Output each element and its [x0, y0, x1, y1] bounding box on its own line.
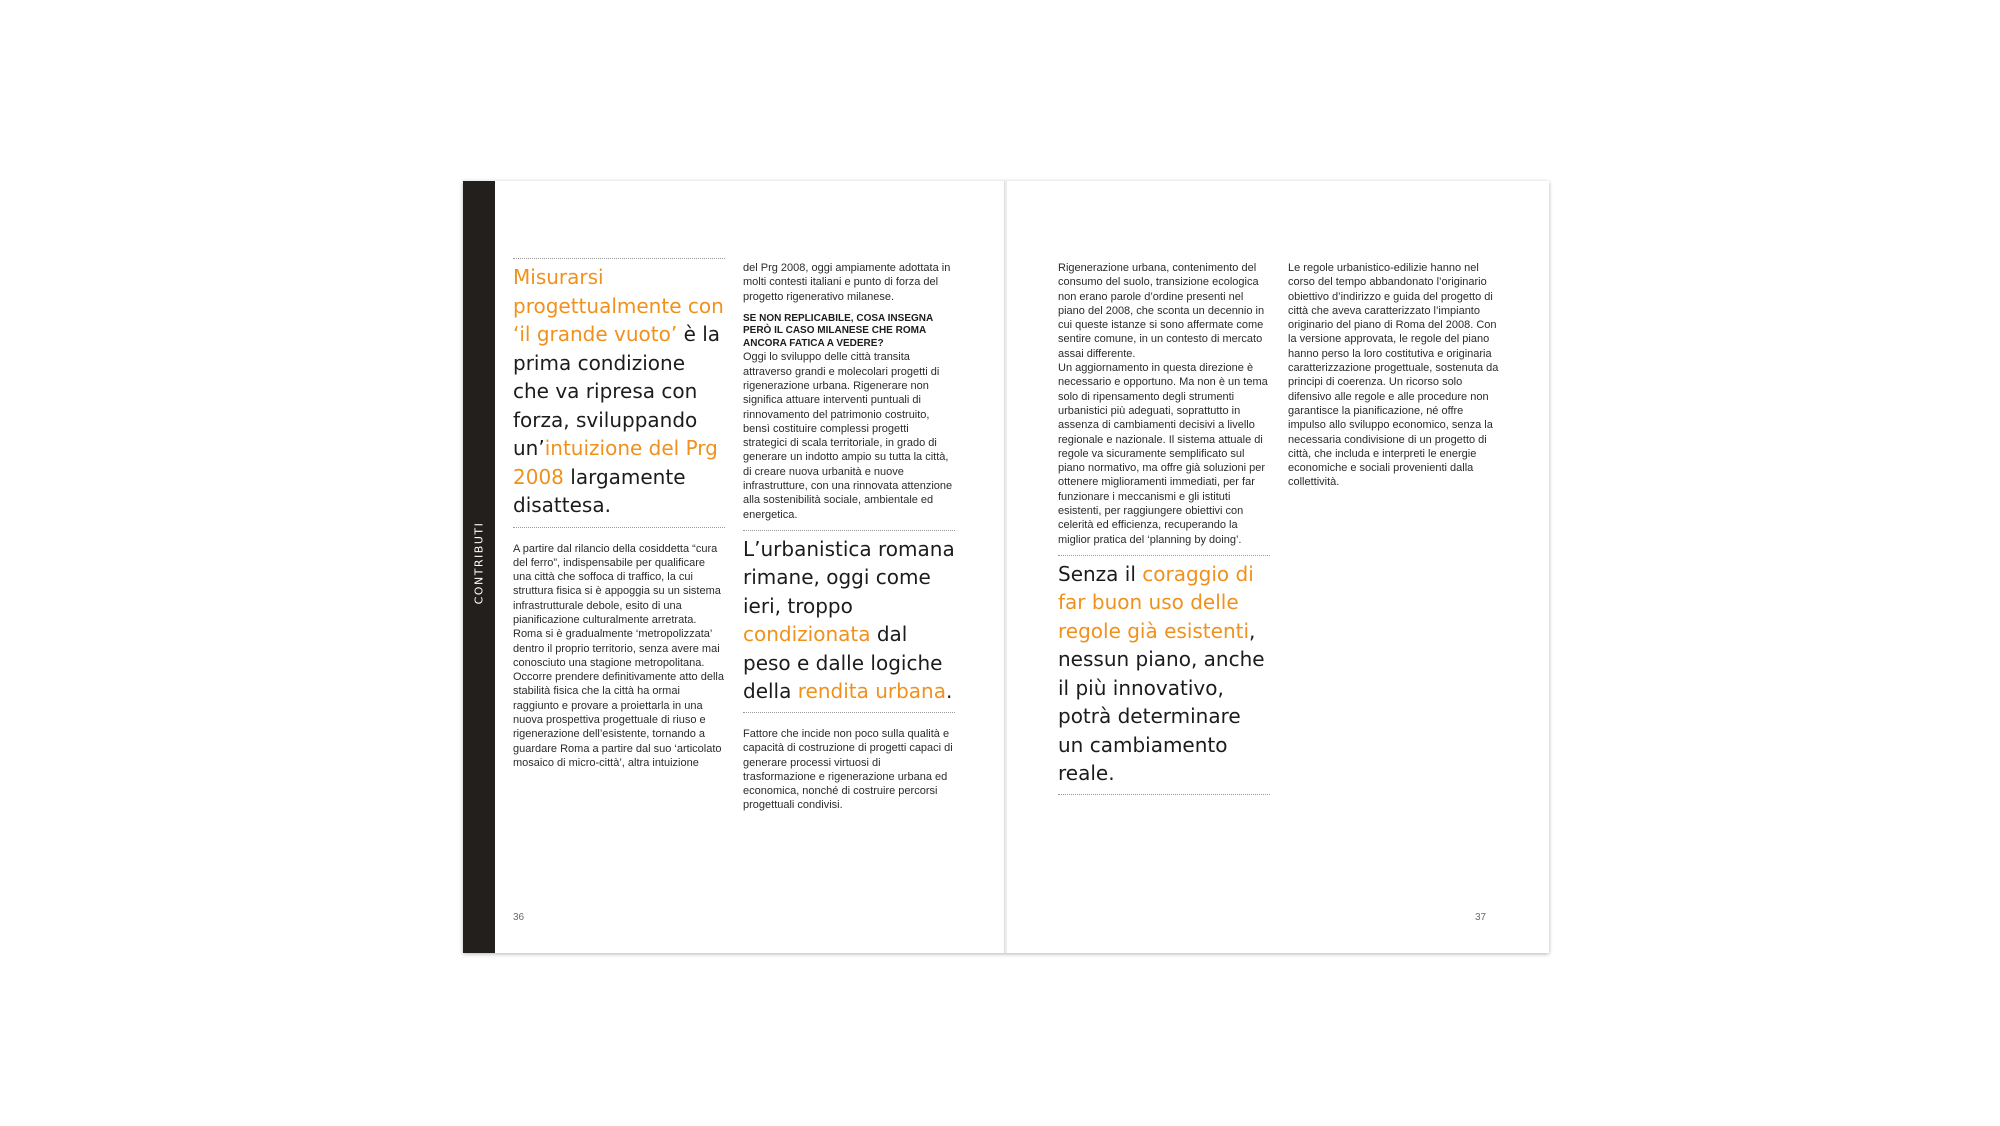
dotted-rule	[513, 527, 725, 528]
pull-quote-1-text-b: largamente disattesa.	[513, 464, 686, 517]
pull-quote-2-highlight-a: condizionata	[743, 622, 871, 647]
pull-quote-2-text-a: L’urbanistica romana rimane, oggi come ieri, troppo	[743, 536, 955, 618]
right-column-2	[1288, 261, 1500, 490]
dotted-rule	[1058, 794, 1270, 795]
left-column-2	[743, 261, 955, 813]
section-subhead: SE NON REPLICABILE, COSA INSEGNA PERÒ IL CASO MILANESE CHE ROMA ANCORA FATICA A VEDERE?	[743, 312, 933, 349]
dotted-rule	[1058, 555, 1270, 556]
right-page	[1007, 181, 1549, 953]
pull-quote-3-text-b: , nessun piano, anche il più innovativo, potrà determinare un cambiamento reale.	[1058, 618, 1265, 786]
pull-quote-3-highlight-a: coraggio di far buon uso delle regole già esistenti	[1058, 561, 1254, 643]
pull-quote-1-highlight-b: intuizione del Prg 2008	[513, 436, 718, 489]
section-bar	[463, 181, 495, 953]
page-number-right: 37	[1475, 912, 1487, 923]
section-label: CONTRIBUTI	[472, 521, 486, 605]
left-column-1-body: A partire dal rilancio della cosiddetta “cura del ferro”, indispensabile per qualificare una città che soffoca di traffico, la cui struttura fisica si è appoggia su un sistema infrastrutturale debole, esito di una pianificazione culturalmente arretrata. Roma si è gradualmente ‘metropolizzata’ dentro il proprio territorio, senza avere mai conosciuto una stagione metropolitana. Occorre prendere definitivamente atto della stabilità fisica che la città ha ormai raggiunto e provare a proiettarla in una nuova prospettiva progettuale di riuso e rigenerazione dell’esistente, tornando a guardare Roma a partire dal suo ‘articolato mosaico di micro-città’, altra intuizione	[513, 542, 724, 769]
page-number-left: 36	[513, 912, 525, 923]
magazine-spread	[463, 181, 1549, 953]
dotted-rule	[743, 712, 955, 713]
pull-quote-2-highlight-b: rendita urbana	[797, 679, 946, 704]
pull-quote-2-text-c: .	[946, 679, 953, 704]
left-column-2-body-bottom: Fattore che incide non poco sulla qualità e capacità di costruzione di progetti capaci di generare processi virtuosi di trasformazione e rigenerazione urbana ed economica, nonché di costruire percorsi progettuali condivisi.	[743, 727, 953, 812]
dotted-rule	[513, 258, 725, 259]
pull-quote-1-text-a: è la prima condizione che va ripresa con forza, sviluppando un’	[513, 322, 721, 460]
dotted-rule	[743, 530, 955, 531]
left-column-1	[513, 258, 725, 770]
left-column-2-body-top: del Prg 2008, oggi ampiamente adottata in molti contesti italiani e punto di forza del progetto rigenerativo milanese.	[743, 262, 951, 303]
right-column-1-body: Rigenerazione urbana, contenimento del consumo del suolo, transizione ecologica non erano parole d’ordine presenti nel piano del 2008, che sconta un decennio in cui queste istanze si sono affermate come sentire comune, in un contesto di mercato assai differente. Un aggiornamento in questa direzione è necessario e opportuno. Ma non è un tema solo di ripensamento degli strumenti urbanistici più adeguati, soprattutto in assenza di cambiamenti decisivi a livello regionale e nazionale. Il sistema attuale di regole va sicuramente semplificato sul piano normativo, ma offre già soluzioni per ottenere miglioramenti immediati, per far funzionare i meccanismi e gli istituti esistenti, per raggiungere obiettivi con celerità ed efficienza, recuperando la miglior pratica del ‘planning by doing’.	[1058, 262, 1268, 546]
pull-quote-3-text-a: Senza il	[1058, 561, 1143, 586]
pull-quote-1	[513, 263, 725, 520]
right-column-2-body: Le regole urbanistico-edilizie hanno nel corso del tempo abbandonato l’originario obiettivo d’indirizzo e guida del progetto di città che aveva caratterizzato l’impianto originario del piano di Roma del 2008. Con la versione approvata, le regole del piano hanno perso la loro costitutiva e originaria caratterizzazione progettuale, sostenuta da principi di coerenza. Un ricorso solo difensivo alle regole e alle procedure non garantisce la pianificazione, né offre impulso allo sviluppo economico, senza la necessaria condivisione di un progetto di città, che includa e interpreti le energie economiche e sociali provenienti dalla collettività.	[1288, 262, 1499, 489]
pull-quote-2	[743, 535, 955, 706]
pull-quote-1-highlight-a: Misurarsi progettualmente con ‘il grande vuoto’	[513, 265, 724, 346]
pull-quote-2-text-b: dal peso e dalle logiche della	[743, 622, 943, 704]
right-column-1	[1058, 261, 1270, 795]
left-page	[463, 181, 1005, 953]
left-column-2-body-mid: Oggi lo sviluppo delle città transita attraverso grandi e molecolari progetti di rigenerazione urbana. Rigenerare non significa attuare interventi puntuali di rinnovamento del patrimonio costruito, bensì costituire complessi progetti strategici di scala territoriale, in grado di generare un indotto ampio su tutta la città, di creare nuova urbanità e nuove infrastrutture, con una rinnovata attenzione alla sostenibilità sociale, ambientale ed energetica.	[743, 351, 953, 521]
pull-quote-3	[1058, 560, 1270, 788]
